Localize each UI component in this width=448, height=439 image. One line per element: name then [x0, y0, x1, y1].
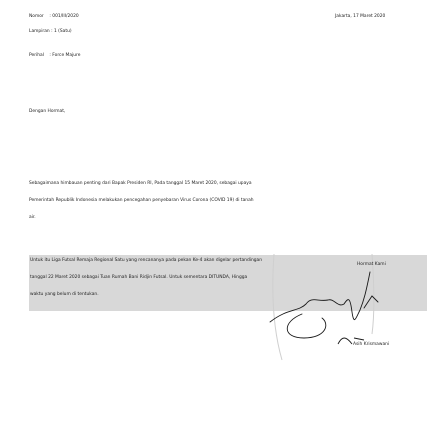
perihal-row: [29, 53, 80, 59]
paragraph-2-line-2: tanggal 22 Maret 2020 sebagai Tuan Rumah Bani Ridjin Futsal. Untuk sementara DITUNDA, Hingga: [30, 275, 248, 280]
nomor-label: Nomor: [29, 14, 44, 19]
paragraph-2-line-1: Untuk itu Liga Futsal Remaja Regional Satu yang rencananya pada pekan Ke-4 akan digelar pertandingan: [30, 258, 262, 263]
paragraph-2-line-3: waktu yang belum di tentukan.: [30, 292, 99, 297]
place-date: Jakarta, 17 Maret 2020: [335, 14, 386, 19]
nomor-value: : 001/III/2020: [49, 14, 79, 19]
paragraph-1-line-3: air.: [29, 215, 36, 220]
lampiran: Lampiran : 1 (Satu): [29, 29, 72, 34]
paragraph-1-line-1: Sebagaimana himbauan penting dari Bapak Presiden RI, Pada tanggal 15 Maret 2020, sebagai upaya: [29, 181, 252, 186]
perihal-label: Perihal: [29, 53, 44, 58]
nomor-row: [29, 14, 79, 20]
signer-name: Asih Krismawani: [353, 342, 390, 347]
closing: Hormat Kami: [357, 262, 386, 267]
perihal-value: : Force Majure: [49, 53, 81, 58]
greeting: Dengan Hormat,: [29, 109, 66, 114]
paragraph-1-line-2: Pemerintah Republik Indonesia melakukan pencegahan penyebaran Virus Corona (COVID 19) di tanah: [29, 198, 254, 203]
